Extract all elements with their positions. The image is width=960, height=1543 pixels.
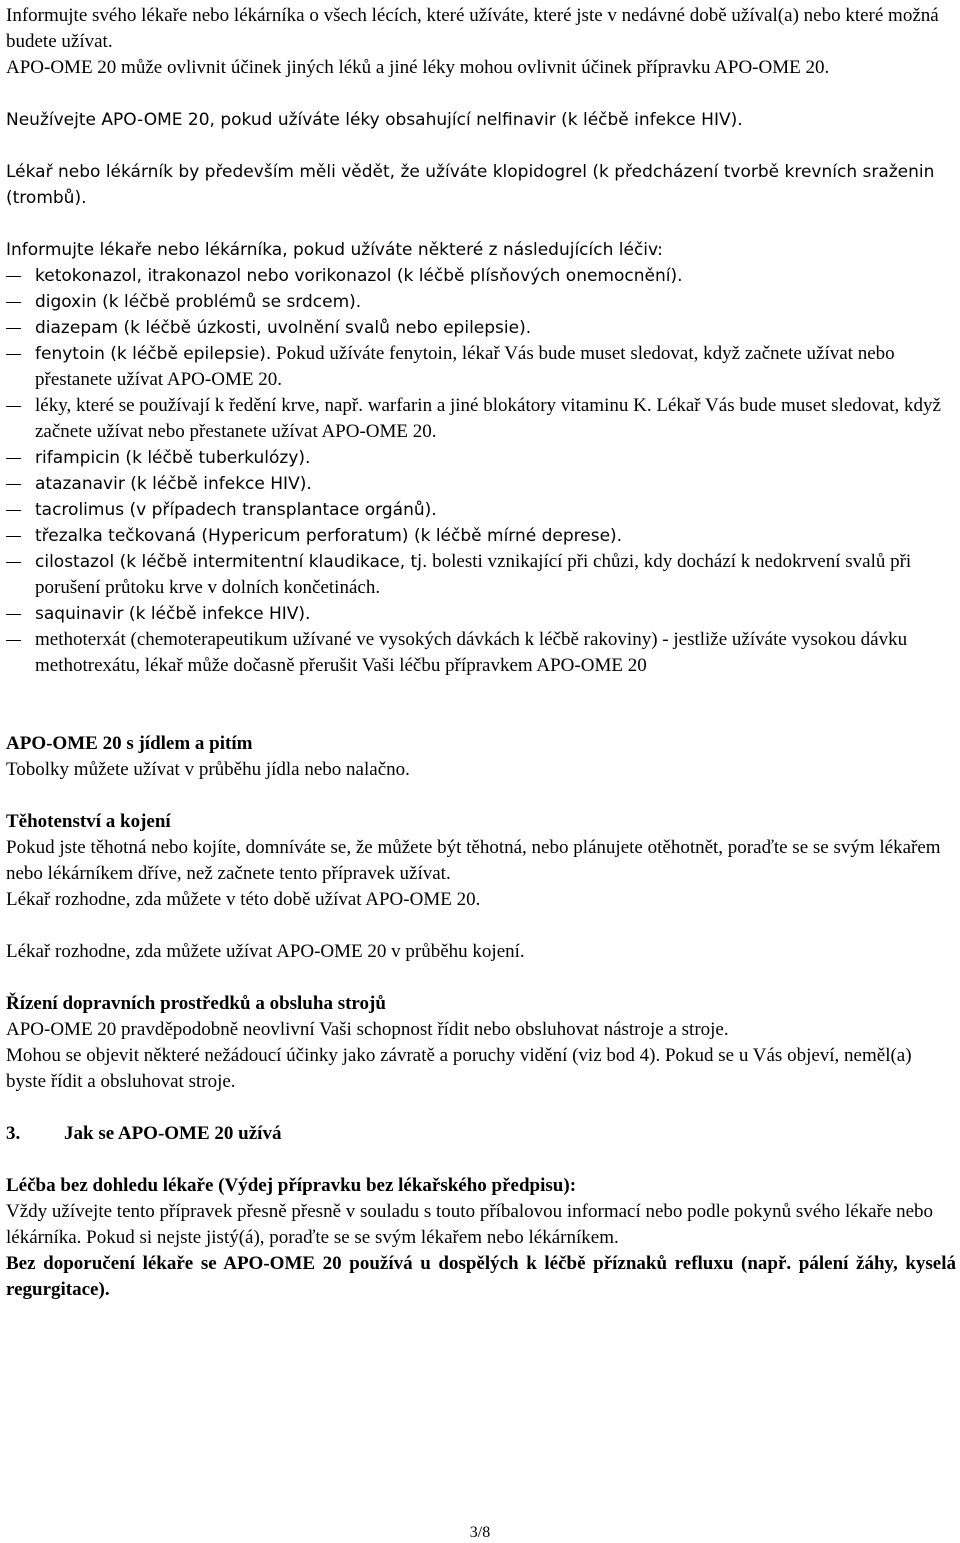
list-item: saquinavir (k léčbě infekce HIV). (6, 601, 956, 627)
driving-text: APO-OME 20 pravděpodobně neovlivní Vaši schopnost řídit nebo obsluhovat nástroje a stroje. (6, 1019, 729, 1040)
list-item: cilostazol (k léčbě intermitentní klaudikace, tj. bolesti vznikající při chůzi, kdy dochází k nedokrvení svalů při porušení průtoku krve v dolních končetinách. (6, 549, 956, 601)
list-item: ketokonazol, itrakonazol nebo vorikonazol (k léčbě plísňových onemocnění). (6, 263, 956, 289)
otc-indication: Bez doporučení lékaře se APO-OME 20 používá u dospělých k léčbě příznaků refluxu (např. pálení žáhy, kyselá regurgitace). (6, 1253, 956, 1300)
driving-side-effects: Mohou se objevit některé nežádoucí účinky jako závratě a poruchy vidění (viz bod 4). Pokud se u Vás objeví, neměl(a) byste řídit a obsluhovat stroje. (6, 1045, 912, 1092)
list-item: fenytoin (k léčbě epilepsie). Pokud užíváte fenytoin, lékař Vás bude muset sledovat, když začnete užívat nebo přestanete užívat APO-OME 20. (6, 341, 956, 393)
section-3-heading (6, 1121, 956, 1147)
section-number: 3. (6, 1123, 21, 1144)
section-title: Jak se APO-OME 20 užívá (64, 1123, 282, 1144)
list-item: diazepam (k léčbě úzkosti, uvolnění svalů nebo epilepsie). (6, 315, 956, 341)
medication-list (6, 263, 956, 679)
document-page (6, 3, 956, 1303)
list-item: digoxin (k léčbě problémů se srdcem). (6, 289, 956, 315)
pregnancy-decision: Lékař rozhodne, zda můžete v této době užívat APO-OME 20. (6, 889, 481, 910)
list-item: methoterxát (chemoterapeutikum užívané ve vysokých dávkách k léčbě rakoviny) - jestliže užíváte vysokou dávku methotrexátu, lékař může dočasně přerušit Vaši léčbu přípravkem APO-OME 20 (6, 627, 956, 679)
page-number: 3/8 (469, 1524, 491, 1541)
clopidogrel-note: Lékař nebo lékárník by především měli vědět, že užíváte klopidogrel (k předcházení tvorbě krevních sraženin (trombů). (6, 162, 935, 208)
breastfeeding-decision: Lékař rozhodne, zda můžete užívat APO-OME 20 v průběhu kojení. (6, 941, 525, 962)
list-item: atazanavir (k léčbě infekce HIV). (6, 471, 956, 497)
list-item: třezalka tečkovaná (Hypericum perforatum) (k léčbě mírné deprese). (6, 523, 956, 549)
list-item: rifampicin (k léčbě tuberkulózy). (6, 445, 956, 471)
driving-heading: Řízení dopravních prostředků a obsluha strojů (6, 993, 386, 1014)
list-item: léky, které se používají k ředění krve, např. warfarin a jiné blokátory vitaminu K. Lékař Vás bude muset sledovat, když začnete užívat nebo přestanete užívat APO-OME 20. (6, 393, 956, 445)
otc-heading: Léčba bez dohledu lékaře (Výdej přípravku bez lékařského předpisu): (6, 1175, 577, 1196)
list-item: tacrolimus (v případech transplantace orgánů). (6, 497, 956, 523)
interactions-effect: APO-OME 20 může ovlivnit účinek jiných léků a jiné léky mohou ovlivnit účinek přípravku APO-OME 20. (6, 57, 830, 78)
otc-text: Vždy užívejte tento přípravek přesně přesně v souladu s touto příbalovou informací nebo podle pokynů svého lékaře nebo lékárníka. Pokud si nejste jistý(á), poraďte se se svým lékařem nebo lékárníkem. (6, 1201, 934, 1248)
pregnancy-text: Pokud jste těhotná nebo kojíte, domníváte se, že můžete být těhotná, nebo plánujete otěhotnět, poraďte se se svým lékařem nebo lékárníkem dříve, než začnete tento přípravek užívat. (6, 837, 941, 884)
interactions-intro: Informujte svého lékaře nebo lékárníka o všech lécích, které užíváte, které jste v nedávné době užíval(a) nebo které možná budete užívat. (6, 5, 939, 52)
food-text: Tobolky můžete užívat v průběhu jídla nebo nalačno. (6, 759, 410, 780)
nelfinavir-warning: Neužívejte APO-OME 20, pokud užíváte léky obsahující nelfinavir (k léčbě infekce HIV). (6, 110, 743, 130)
pregnancy-heading: Těhotenství a kojení (6, 811, 171, 832)
food-heading: APO-OME 20 s jídlem a pitím (6, 733, 253, 754)
medications-intro: Informujte lékaře nebo lékárníka, pokud užíváte některé z následujících léčiv: (6, 240, 663, 260)
